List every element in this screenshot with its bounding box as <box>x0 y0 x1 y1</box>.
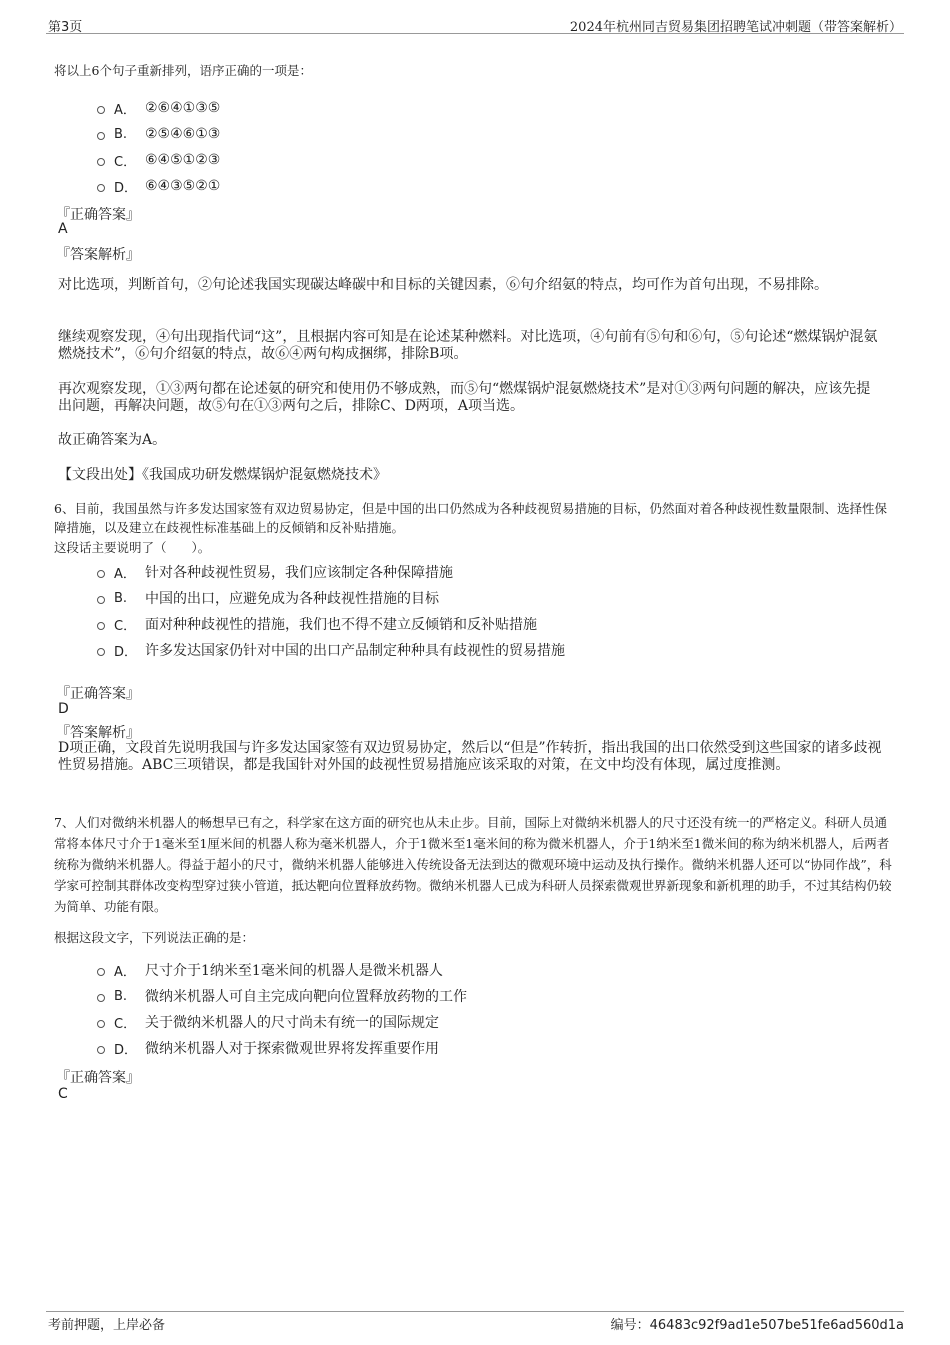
q7-answer-label: 『正确答案』 <box>56 1070 140 1086</box>
radio-icon[interactable] <box>97 968 105 976</box>
radio-icon[interactable] <box>97 622 105 630</box>
q5-prompt: 将以上6个句子重新排列，语序正确的一项是： <box>54 63 312 78</box>
q5-answer: A <box>58 221 68 237</box>
page-number: 第3页 <box>48 20 83 35</box>
q5-option-d[interactable]: D． ⑥④③⑤②① <box>97 173 220 199</box>
q6-options <box>97 559 565 663</box>
footer-divider <box>46 1311 904 1312</box>
header-divider <box>46 33 904 34</box>
radio-icon[interactable] <box>97 596 105 604</box>
q5-answer-label: 『正确答案』 <box>56 207 140 223</box>
q6-option-c[interactable]: C． 面对种种歧视性的措施，我们也不得不建立反倾销和反补贴措施 <box>97 611 565 637</box>
q7-option-b[interactable]: B. 微纳米机器人可自主完成向靶向位置释放药物的工作 <box>97 983 467 1009</box>
q6-analysis: D项正确，文段首先说明我国与许多发达国家签有双边贸易协定，然后以“但是”作转折，指出我国的出口依然受到这些国家的诸多歧视性贸易措施。ABC三项错误，都是我国针对外国的歧视性贸易措施应该采取的对策，在文中均没有体现，属过度推测。 <box>58 740 882 773</box>
q6-analysis-label: 『答案解析』 <box>56 725 140 741</box>
radio-icon[interactable] <box>97 1046 105 1054</box>
radio-icon[interactable] <box>97 994 105 1002</box>
q5-option-c[interactable]: C． ⑥④⑤①②③ <box>97 147 220 173</box>
q6-option-a[interactable]: A． 针对各种歧视性贸易，我们应该制定各种保障措施 <box>97 559 565 585</box>
q5-option-a[interactable]: A． ②⑥④①③⑤ <box>97 95 220 121</box>
radio-icon[interactable] <box>97 570 105 578</box>
q5-analysis-label: 『答案解析』 <box>56 247 140 263</box>
q6-question: 这段话主要说明了（ ）。 <box>54 540 211 555</box>
radio-icon[interactable] <box>97 648 105 656</box>
radio-icon[interactable] <box>97 158 105 166</box>
q7-options <box>97 957 467 1061</box>
radio-icon[interactable] <box>97 106 105 114</box>
q6-option-b[interactable]: B. 中国的出口，应避免成为各种歧视性措施的目标 <box>97 585 565 611</box>
q6-answer: D <box>58 701 69 717</box>
q5-option-b[interactable]: B. ②⑤④⑥①③ <box>97 121 220 147</box>
q6-stem: 6、目前，我国虽然与许多发达国家签有双边贸易协定，但是中国的出口仍然成为各种歧视贸易措施的目标，仍然面对着各种歧视性数量限制、选择性保障措施，以及建立在歧视性标准基础上的反倾销和反补贴措施。 <box>54 501 887 535</box>
q6-option-d[interactable]: D． 许多发达国家仍针对中国的出口产品制定种种具有歧视性的贸易措施 <box>97 637 565 663</box>
footer-slogan: 考前押题，上岸必备 <box>48 1318 166 1333</box>
document-title: 2024年杭州同吉贸易集团招聘笔试冲刺题（带答案解析） <box>569 20 902 35</box>
q5-analysis-p2: 继续观察发现，④句出现指代词“这”，且根据内容可知是在论述某种燃料。对比选项，④句前有⑤句和⑥句，⑤句论述“燃煤锅炉混氨燃烧技术”，⑥句介绍氨的特点，故⑥④两句构成捆绑，排除B项。 <box>58 329 878 362</box>
q7-option-c[interactable]: C． 关于微纳米机器人的尺寸尚未有统一的国际规定 <box>97 1009 467 1035</box>
q7-stem: 7、人们对微纳米机器人的畅想早已有之，科学家在这方面的研究也从未止步。目前，国际上对微纳米机器人的尺寸还没有统一的严格定义。科研人员通常将本体尺寸介于1毫米至1厘米间的机器人称为毫米机器人，介于1微米至1毫米间的称为微米机器人，介于1纳米至1微米间的称为纳米机器人，后两者统称为微纳米机器人。得益于超小的尺寸，微纳米机器人能够进入传统设备无法到达的微观环境中运动及执行操作。微纳米机器人还可以“协同作战”，科学家可控制其群体改变构型穿过狭小管道，抵达靶向位置释放药物。微纳米机器人已成为科研人员探索微观世界新现象和新机理的助手，不过其结构仍较为简单、功能有限。 <box>54 815 892 914</box>
footer-code <box>611 1314 904 1333</box>
q5-analysis-p1: 对比选项，判断首句，②句论述我国实现碳达峰碳中和目标的关键因素，⑥句介绍氨的特点，均可作为首句出现，不易排除。 <box>58 277 828 293</box>
q7-answer: C <box>58 1086 68 1102</box>
radio-icon[interactable] <box>97 184 105 192</box>
q6-answer-label: 『正确答案』 <box>56 686 140 702</box>
radio-icon[interactable] <box>97 1020 105 1028</box>
q5-analysis-p3: 再次观察发现，①③两句都在论述氨的研究和使用仍不够成熟，而⑤句“燃煤锅炉混氨燃烧技术”是对①③两句问题的解决，应该先提出问题，再解决问题，故⑤句在①③两句之后，排除C、D两项，A项当选。 <box>58 381 871 414</box>
footer-code-value: 46483c92f9ad1e507be51fe6ad560d1a <box>649 1318 904 1333</box>
radio-icon[interactable] <box>97 132 105 140</box>
footer-code-label: 编号： <box>610 1318 650 1333</box>
q5-analysis-p4: 故正确答案为A。 <box>58 432 167 448</box>
q7-question: 根据这段文字，下列说法正确的是： <box>54 930 255 945</box>
q7-option-d[interactable]: D． 微纳米机器人对于探索微观世界将发挥重要作用 <box>97 1035 467 1061</box>
q7-option-a[interactable]: A． 尺寸介于1纳米至1毫米间的机器人是微米机器人 <box>97 957 467 983</box>
q5-options <box>97 95 220 199</box>
q5-source: 【文段出处】《我国成功研发燃煤锅炉混氨燃烧技术》 <box>58 467 387 483</box>
